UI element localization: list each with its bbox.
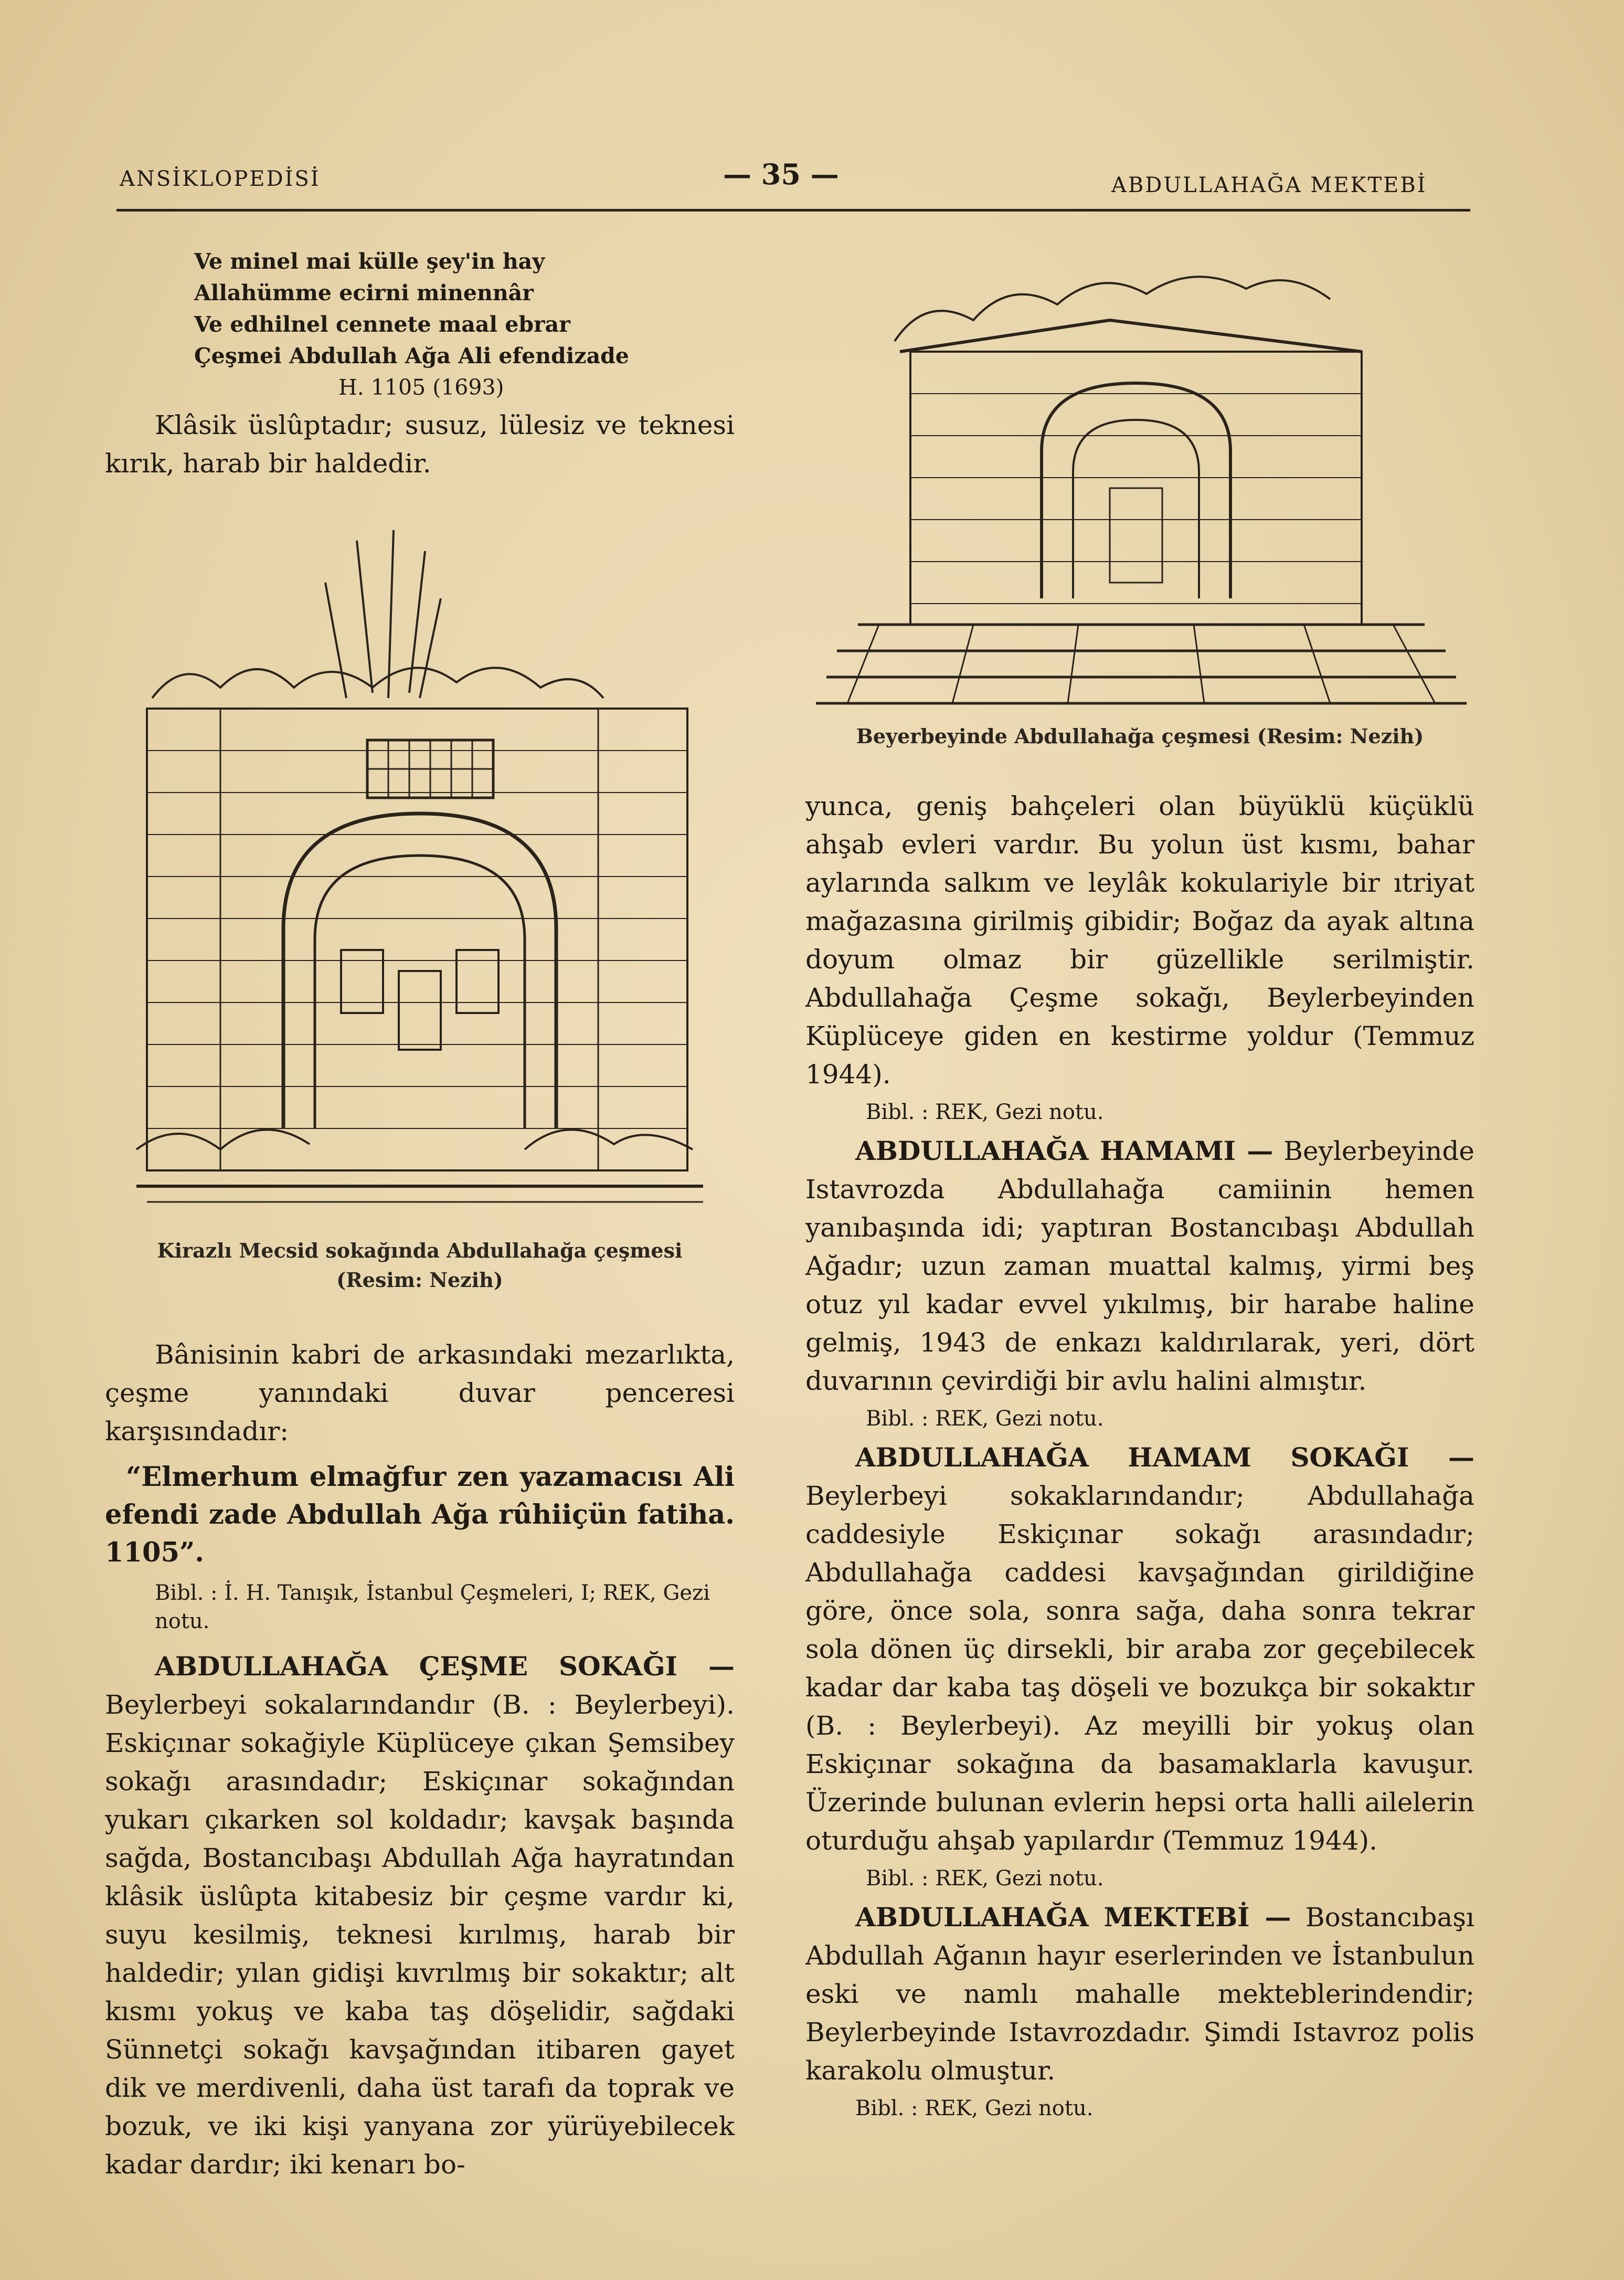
bibliography: Bibl. : REK, Gezi notu. — [866, 1866, 1104, 1891]
caption-left — [105, 1236, 735, 1295]
entry-abdullahaga-mektebi — [805, 1898, 1474, 2090]
caption-credit: (Resim: Nezih) — [336, 1268, 503, 1292]
entry-body: Beylerbeyinde Istavrozda Abdullahağa camiinin hemen yanıbaşında idi; yaptıran Bostancıbaşı Abdullah Ağadır; uzun zaman muattal kalmış, yirmi beş otuz yıl kadar evvel yıkılmış, bir harabe haline gelmiş, 1943 de enkazı kaldırılarak, yeri, dört duvarının çevirdiği bir avlu halini almıştır. — [805, 1136, 1474, 1396]
left-column-top — [105, 246, 735, 483]
poem-line: Allahümme ecirni minennâr — [194, 280, 534, 305]
paragraph: yunca, geniş bahçeleri olan büyüklü küçüklü ahşab evleri vardır. Bu yolun üst kısmı, bahar aylarında salkım ve leylâk kokulariyle bir ıtriyat mağazasına girilmiş gibidir; Boğaz da ayak altına doyum olmaz bir güzellikle serilmiştir. Abdullahağa Çeşme sokağı, Beylerbeyinden Küplüceye giden en kestirme yoldur (Temmuz 1944). — [805, 791, 1474, 1090]
caption-right: Beyerbeyinde Abdullahağa çeşmesi (Resim: Nezih) — [856, 724, 1424, 748]
fountain-illustration-right — [816, 262, 1467, 714]
left-column-bottom — [105, 1336, 735, 2184]
fountain-illustration-left — [126, 520, 719, 1233]
entry-heading: ABDULLAHAĞA ÇEŞME SOKAĞI — — [155, 1651, 735, 1682]
inscription-poem — [105, 246, 735, 403]
poem-line: Ve edhilnel cennete maal ebrar — [194, 312, 570, 337]
bibliography: Bibl. : İ. H. Tanışık, İstanbul Çeşmeleri, I; REK, Gezi notu. — [155, 1581, 710, 1633]
poem-line: Ve minel mai külle şey'in hay — [194, 249, 545, 274]
bibliography: Bibl. : REK, Gezi notu. — [855, 2096, 1094, 2120]
right-column — [805, 787, 1474, 2123]
entry-abdullahaga-hamami — [805, 1132, 1474, 1400]
entry-abdullahaga-cesme-sokagi — [105, 1647, 735, 2184]
poem-date: H. 1105 (1693) — [338, 375, 504, 400]
entry-abdullahaga-hamam-sokagi — [805, 1438, 1474, 1860]
header-rule — [116, 209, 1470, 212]
entry-body: Beylerbeyi sokalarındandır (B. : Beylerbeyi). Eskiçınar sokağiyle Küplüceye çıkan Şemsibey sokağı arasındadır; Eskiçınar sokağından yukarı çıkarken sol koldadır; kavşak başında sağda, Bostancıbaşı Abdullah Ağa hayratından klâsik üslûpta kitabesiz bir çeşme vardır ki, suyu kesilmiş, teknesi kırılmış, harab bir haldedir; yılan gidişi kıvrılmış bir sokaktır; alt kısmı yokuş ve kaba taş döşelidir, sağdaki Sünnetçi sokağı kavşağından itibaren gayet dik ve merdivenli, daha üst tarafı da toprak ve bozuk, ve iki kişi yanyana zor yürüyebilecek kadar dardır; iki kenarı bo- — [105, 1690, 735, 2180]
caption-line: Kirazlı Mecsid sokağında Abdullahağa çeşmesi — [157, 1239, 683, 1262]
entry-body: Beylerbeyi sokaklarındandır; Abdullahağa caddesiyle Eskiçınar sokağı arasındadır; Abdullahağa caddesi kavşağından girildiğine göre, önce sola, sonra sağa, daha sonra tekrar sola dönen üç dirsekli, bir araba zor geçebilecek kadar dar kaba taş döşeli ve bozukça bir sokaktır (B. : Beylerbeyi). Az meyilli bir yokuş olan Eskiçınar sokağına da basamaklarla kavuşur. Üzerinde bulunan evlerin hepsi orta halli ailelerin oturduğu ahşab yapılardır (Temmuz 1944). — [805, 1481, 1474, 1856]
bibliography: Bibl. : REK, Gezi notu. — [866, 1407, 1104, 1431]
bibliography: Bibl. : REK, Gezi notu. — [866, 1100, 1104, 1124]
paragraph: Klâsik üslûptadır; susuz, lülesiz ve teknesi kırık, harab bir haldedir. — [105, 410, 735, 479]
poem-line: Çeşmei Abdullah Ağa Ali efendizade — [194, 343, 629, 368]
running-header-right: ABDULLAHAĞA MEKTEBİ — [1111, 173, 1427, 197]
entry-heading: ABDULLAHAĞA HAMAM SOKAĞI — — [855, 1442, 1474, 1473]
page-number: — 35 — — [723, 157, 839, 191]
entry-body: Bostancıbaşı Abdullah Ağanın hayır eserlerinden ve İstanbulun eski ve namlı mahalle mekteblerindendir; Beylerbeyinde Istavrozdadır. Şimdi Istavroz polis karakolu olmuştur. — [805, 1902, 1474, 2086]
entry-heading: ABDULLAHAĞA HAMAMI — — [855, 1135, 1273, 1166]
running-header-left: ANSİKLOPEDİSİ — [120, 167, 321, 191]
entry-heading: ABDULLAHAĞA MEKTEBİ — — [855, 1902, 1291, 1933]
inscription-quote: “Elmerhum elmağfur zen yazamacısı Ali efendi zade Abdullah Ağa rûhiiçün fatiha. 1105”. — [105, 1461, 735, 1568]
paragraph: Bânisinin kabri de arkasındaki mezarlıkta, çeşme yanındaki duvar penceresi karşısındadır: — [105, 1339, 735, 1447]
